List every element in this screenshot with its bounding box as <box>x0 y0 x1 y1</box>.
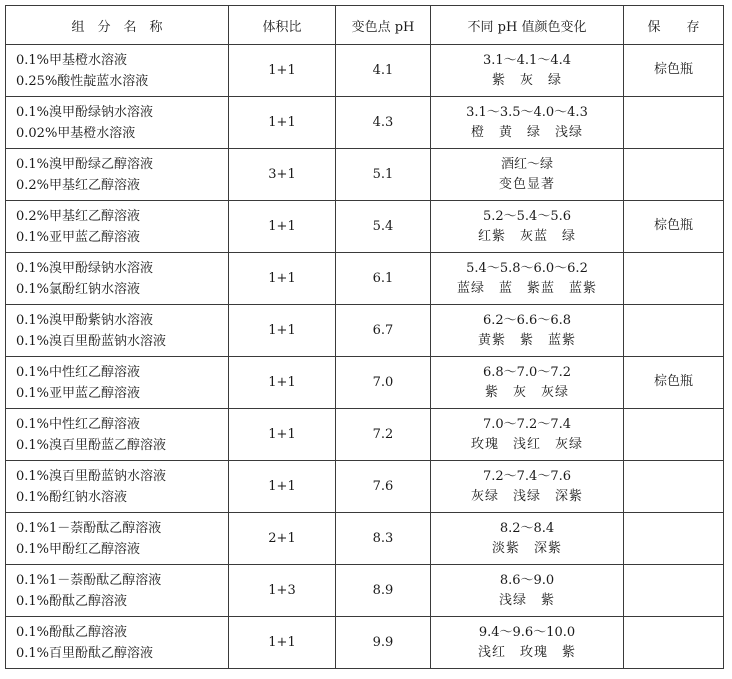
storage-note <box>624 617 723 630</box>
cell-color-change <box>431 149 624 201</box>
cell-color-change <box>431 97 624 149</box>
cell-components <box>6 305 229 357</box>
color-sequence: 黄紫 紫 蓝紫 <box>477 332 576 348</box>
color-sequence: 浅红 玫瑰 紫 <box>477 644 576 660</box>
cell-color-change <box>431 45 624 97</box>
cell-components <box>6 617 229 669</box>
cell-storage <box>624 201 724 253</box>
cell-volume-ratio: 1+1 <box>229 253 336 305</box>
cell-transition-ph: 6.1 <box>336 253 431 305</box>
ph-range: 酒红～绿 <box>500 156 553 172</box>
cell-volume-ratio: 3+1 <box>229 149 336 201</box>
cell-storage <box>624 97 724 149</box>
cell-transition-ph: 5.1 <box>336 149 431 201</box>
ph-range: 8.6～9.0 <box>499 572 555 588</box>
cell-components <box>6 201 229 253</box>
header-transition-ph: 变色点 pH <box>336 6 431 45</box>
cell-storage <box>624 305 724 357</box>
component-line: 0.1%氯酚红钠水溶液 <box>16 281 141 297</box>
header-row <box>6 6 724 45</box>
table-row <box>6 461 724 513</box>
cell-volume-ratio: 2+1 <box>229 513 336 565</box>
cell-volume-ratio: 1+1 <box>229 201 336 253</box>
component-line: 0.1%1－萘酚酞乙醇溶液 <box>16 520 162 536</box>
cell-transition-ph: 7.0 <box>336 357 431 409</box>
ph-range: 3.1～3.5～4.0～4.3 <box>466 104 588 120</box>
cell-components <box>6 565 229 617</box>
component-line: 0.1%中性红乙醇溶液 <box>16 364 141 380</box>
cell-components <box>6 253 229 305</box>
cell-storage <box>624 565 724 617</box>
component-line: 0.1%亚甲蓝乙醇溶液 <box>16 385 141 401</box>
component-line: 0.1%溴甲酚绿乙醇溶液 <box>16 156 154 172</box>
cell-components <box>6 149 229 201</box>
component-line: 0.1%甲基橙水溶液 <box>16 52 128 68</box>
ph-range: 5.4～5.8～6.0～6.2 <box>466 260 588 276</box>
component-line: 0.1%中性红乙醇溶液 <box>16 416 141 432</box>
component-line: 0.1%溴百里酚蓝钠水溶液 <box>16 333 167 349</box>
color-sequence: 橙 黄 绿 浅绿 <box>470 124 583 140</box>
header-components: 组 分 名 称 <box>6 6 229 45</box>
cell-color-change <box>431 565 624 617</box>
color-sequence: 紫 灰 绿 <box>491 72 562 88</box>
cell-storage <box>624 45 724 97</box>
color-sequence: 紫 灰 灰绿 <box>484 384 569 400</box>
storage-note: 棕色瓶 <box>653 218 693 233</box>
table-row <box>6 565 724 617</box>
table-row <box>6 45 724 97</box>
cell-components <box>6 45 229 97</box>
component-line: 0.1%酚酞乙醇溶液 <box>16 593 128 609</box>
component-line: 0.1%溴甲酚绿钠水溶液 <box>16 104 154 120</box>
component-line: 0.1%甲酚红乙醇溶液 <box>16 541 141 557</box>
cell-storage <box>624 513 724 565</box>
cell-volume-ratio: 1+1 <box>229 617 336 669</box>
cell-transition-ph: 8.9 <box>336 565 431 617</box>
component-line: 0.2%甲基红乙醇溶液 <box>16 208 141 224</box>
component-line: 0.1%1－萘酚酞乙醇溶液 <box>16 572 162 588</box>
color-sequence: 浅绿 紫 <box>498 592 555 608</box>
ph-range: 3.1～4.1～4.4 <box>482 52 572 68</box>
storage-note <box>624 253 723 266</box>
color-sequence: 淡紫 深紫 <box>491 540 562 556</box>
color-sequence: 玫瑰 浅红 灰绿 <box>470 436 583 452</box>
table-row <box>6 97 724 149</box>
header-color-change: 不同 pH 值颜色变化 <box>431 6 624 45</box>
cell-color-change <box>431 461 624 513</box>
indicator-table <box>5 5 724 669</box>
cell-color-change <box>431 305 624 357</box>
cell-volume-ratio: 1+1 <box>229 357 336 409</box>
storage-note <box>624 461 723 474</box>
component-line: 0.1%亚甲蓝乙醇溶液 <box>16 229 141 245</box>
storage-note: 棕色瓶 <box>653 374 693 389</box>
cell-components <box>6 513 229 565</box>
cell-transition-ph: 7.2 <box>336 409 431 461</box>
component-line: 0.1%溴甲酚绿钠水溶液 <box>16 260 154 276</box>
component-line: 0.1%百里酚酞乙醇溶液 <box>16 645 154 661</box>
ph-range: 5.2～5.4～5.6 <box>482 208 572 224</box>
cell-color-change <box>431 409 624 461</box>
table-row <box>6 513 724 565</box>
cell-color-change <box>431 513 624 565</box>
header-volume-ratio: 体积比 <box>229 6 336 45</box>
cell-storage <box>624 461 724 513</box>
table-row <box>6 305 724 357</box>
table-row <box>6 617 724 669</box>
cell-color-change <box>431 253 624 305</box>
cell-color-change <box>431 201 624 253</box>
cell-storage <box>624 357 724 409</box>
table-row <box>6 357 724 409</box>
color-sequence: 蓝绿 蓝 紫蓝 蓝紫 <box>456 280 597 296</box>
cell-volume-ratio: 1+1 <box>229 409 336 461</box>
table-row <box>6 409 724 461</box>
cell-transition-ph: 6.7 <box>336 305 431 357</box>
ph-range: 7.0～7.2～7.4 <box>482 416 572 432</box>
table-row <box>6 253 724 305</box>
cell-volume-ratio: 1+1 <box>229 305 336 357</box>
cell-components <box>6 97 229 149</box>
component-line: 0.25%酸性靛蓝水溶液 <box>16 73 149 89</box>
header-storage: 保 存 <box>624 6 724 45</box>
storage-note <box>624 565 723 578</box>
storage-note: 棕色瓶 <box>653 62 693 77</box>
storage-note <box>624 305 723 318</box>
ph-range: 7.2～7.4～7.6 <box>482 468 572 484</box>
component-line: 0.1%酚酞乙醇溶液 <box>16 624 128 640</box>
storage-note <box>624 149 723 162</box>
cell-transition-ph: 4.3 <box>336 97 431 149</box>
cell-transition-ph: 4.1 <box>336 45 431 97</box>
color-sequence: 灰绿 浅绿 深紫 <box>470 488 583 504</box>
cell-transition-ph: 5.4 <box>336 201 431 253</box>
cell-color-change <box>431 357 624 409</box>
cell-volume-ratio: 1+3 <box>229 565 336 617</box>
storage-note <box>624 97 723 110</box>
component-line: 0.1%溴百里酚蓝乙醇溶液 <box>16 437 167 453</box>
color-sequence: 变色显著 <box>498 176 555 192</box>
cell-components <box>6 461 229 513</box>
ph-range: 6.2～6.6～6.8 <box>482 312 572 328</box>
cell-color-change <box>431 617 624 669</box>
cell-storage <box>624 617 724 669</box>
table-row <box>6 201 724 253</box>
component-line: 0.1%溴甲酚紫钠水溶液 <box>16 312 154 328</box>
storage-note <box>624 409 723 422</box>
storage-note <box>624 513 723 526</box>
component-line: 0.02%甲基橙水溶液 <box>16 125 136 141</box>
ph-range: 8.2～8.4 <box>499 520 555 536</box>
cell-storage <box>624 149 724 201</box>
cell-volume-ratio: 1+1 <box>229 97 336 149</box>
cell-transition-ph: 8.3 <box>336 513 431 565</box>
cell-storage <box>624 409 724 461</box>
ph-range: 9.4～9.6～10.0 <box>478 624 576 640</box>
ph-range: 6.8～7.0～7.2 <box>482 364 572 380</box>
color-sequence: 红紫 灰蓝 绿 <box>477 228 576 244</box>
component-line: 0.1%酚红钠水溶液 <box>16 489 128 505</box>
cell-transition-ph: 7.6 <box>336 461 431 513</box>
component-line: 0.2%甲基红乙醇溶液 <box>16 177 141 193</box>
cell-storage <box>624 253 724 305</box>
component-line: 0.1%溴百里酚蓝钠水溶液 <box>16 468 167 484</box>
cell-components <box>6 409 229 461</box>
cell-volume-ratio: 1+1 <box>229 461 336 513</box>
cell-volume-ratio: 1+1 <box>229 45 336 97</box>
table-row <box>6 149 724 201</box>
cell-components <box>6 357 229 409</box>
cell-transition-ph: 9.9 <box>336 617 431 669</box>
